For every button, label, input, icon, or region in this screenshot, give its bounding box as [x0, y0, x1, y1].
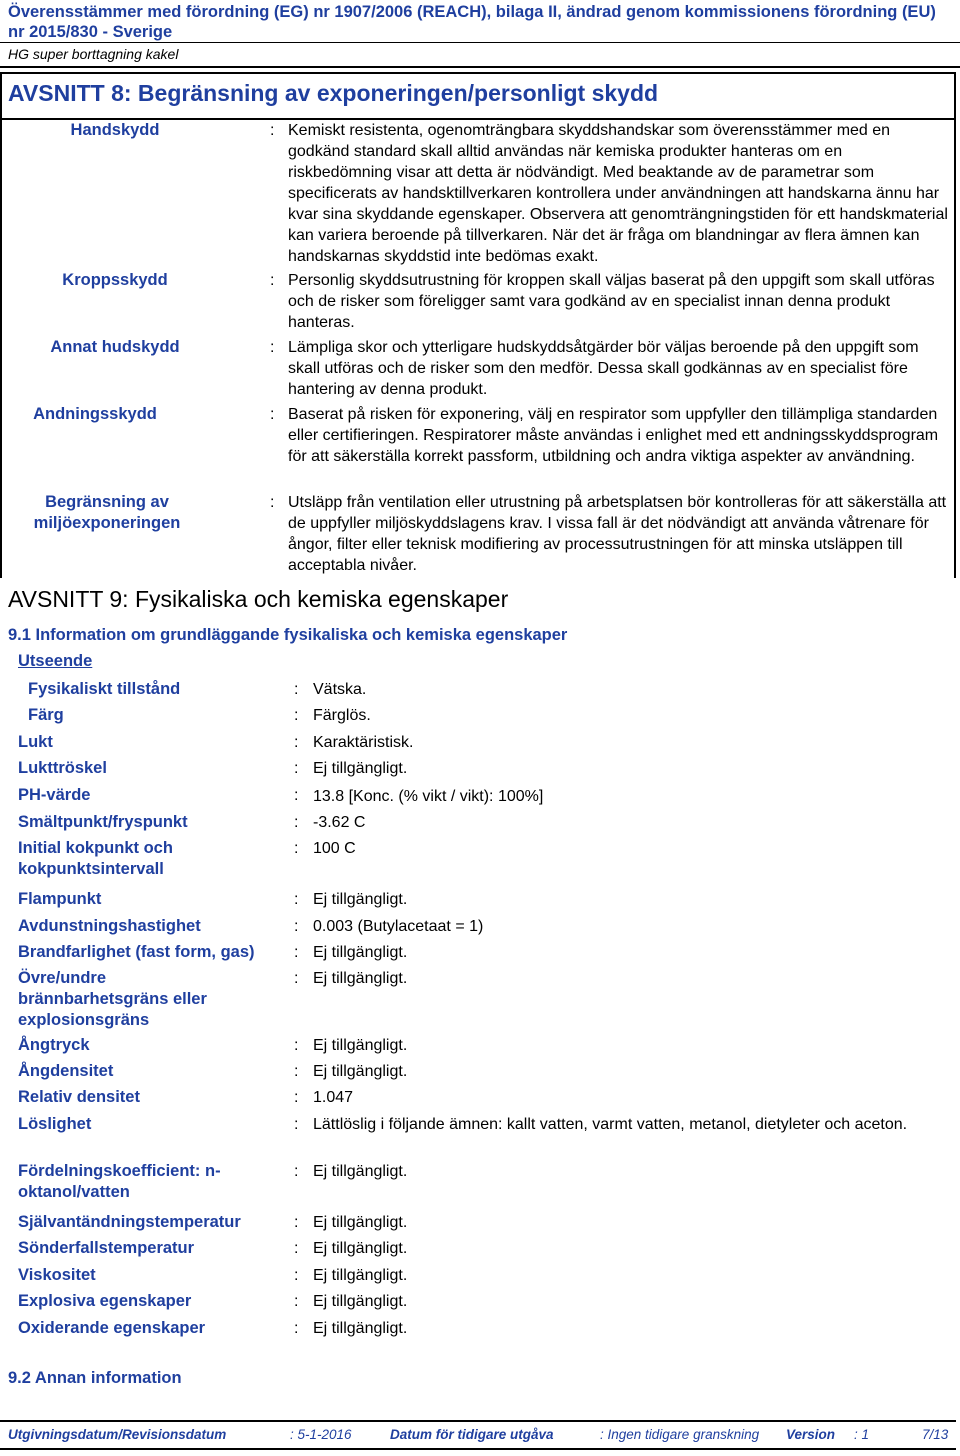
protection-label-body: Kroppsskydd [62, 271, 168, 289]
property-value: 100 C [313, 840, 356, 857]
colon: : [294, 707, 299, 724]
issue-date-label: Utgivningsdatum/Revisionsdatum [8, 1427, 227, 1442]
colon: : [270, 122, 275, 139]
property-value: Ej tillgängligt. [313, 970, 408, 987]
protection-text-body: Personlig skyddsutrustning för kroppen skall väljas baserat på den uppgift som skall utföras och de risker som föreligger samt vara godkänd av en specialist innan denna produkt hanteras. [288, 272, 935, 331]
property-value: Ej tillgängligt. [313, 1063, 408, 1080]
document-header-title: Överensstämmer med förordning (EG) nr 1907/2006 (REACH), bilaga II, ändrad genom kommissionens förordning (EU) nr 2015/830 - Sverige [8, 3, 936, 41]
property-label: Fysikaliskt tillstånd [28, 680, 181, 698]
property-value: 0.003 (Butylacetaat = 1) [313, 918, 484, 935]
property-value: Ej tillgängligt. [313, 891, 408, 908]
property-label: Explosiva egenskaper [18, 1292, 192, 1310]
property-value: Vätska. [313, 681, 367, 698]
product-name: HG super borttagning kakel [8, 46, 179, 62]
property-value: Ej tillgängligt. [313, 944, 408, 961]
property-label: Lukttröskel [18, 759, 107, 777]
previous-date-label: Datum för tidigare utgåva [390, 1427, 554, 1442]
colon: : [294, 918, 299, 935]
property-value: 1.047 [313, 1089, 354, 1106]
version-label: Version [786, 1427, 836, 1442]
property-label: Självantändningstemperatur [18, 1213, 241, 1231]
colon: : [294, 1089, 299, 1106]
property-label: Fördelningskoefficient: n-oktanol/vatten [18, 1162, 221, 1201]
protection-label-environment: Begränsning av miljöexponeringen [33, 493, 181, 532]
colon: : [294, 1320, 299, 1337]
colon: : [294, 760, 299, 777]
property-label: Sönderfallstemperatur [18, 1239, 195, 1257]
colon: : [294, 1214, 299, 1231]
subsection-9-2-title: 9.2 Annan information [8, 1369, 182, 1387]
property-value: 13.8 [Konc. (% vikt / vikt): 100%] [313, 788, 544, 805]
colon: : [270, 272, 275, 289]
colon: : [270, 406, 275, 423]
property-label: Lukt [18, 733, 53, 751]
property-value: Ej tillgängligt. [313, 1037, 408, 1054]
colon: : [294, 814, 299, 831]
issue-date-value: : 5-1-2016 [290, 1427, 352, 1442]
colon: : [294, 787, 299, 804]
property-label: Övre/undre brännbarhetsgräns eller explosionsgräns [18, 969, 207, 1029]
colon: : [270, 494, 275, 511]
colon: : [294, 734, 299, 751]
protection-text-respiratory: Baserat på risken för exponering, välj en respirator som uppfyller den tillämpliga standarden eller certifieringen. Respiratorer måste användas i enlighet med ett andningsskyddsprogram för att säkerställa korrekt passform, utbildning och andra viktiga aspekter av användning. [288, 406, 939, 465]
property-value: -3.62 C [313, 814, 366, 831]
property-value: Ej tillgängligt. [313, 1293, 408, 1310]
property-value: Karaktäristisk. [313, 734, 414, 751]
property-value: Ej tillgängligt. [313, 1240, 408, 1257]
version-value: : 1 [854, 1427, 870, 1442]
property-label: Viskositet [18, 1266, 96, 1284]
colon: : [270, 339, 275, 356]
property-label: Ångdensitet [18, 1062, 114, 1080]
section-8-title: AVSNITT 8: Begränsning av exponeringen/personligt skydd [8, 80, 659, 106]
page-footer [0, 1420, 956, 1450]
colon: : [294, 840, 299, 857]
colon: : [294, 1240, 299, 1257]
property-label: PH-värde [18, 786, 91, 804]
previous-date-value: : Ingen tidigare granskning [600, 1427, 760, 1442]
protection-text-environment: Utsläpp från ventilation eller utrustning på arbetsplatsen bör kontrolleras för att säkerställa att de uppfyller miljöskyddslagens krav. I vissa fall är det nödvändigt att använda våtrenare för ångor, filter eller teknisk modifiering av processutrustningen för att minska utsläppen till acceptabla nivåer. [288, 494, 947, 574]
header-divider [0, 42, 960, 43]
protection-text-hands: Kemiskt resistenta, ogenomträngbara skyddshandskar som överensstämmer med en godkänd standard skall alltid användas när kemiska produkter hanteras om en riskbedömning visar att detta är nödvändigt. Med beaktande av de parametrar som specificerats av handsktillverkaren kontrollera under användningen att handskarna ännu har kvar sina skyddande egenskaper. Observera att genomträngningstiden för ett handskmaterial kan variera beroende på tillverkaren. När det är fråga om blandningar av flera ämnen kan handskarnas skyddstid inte bedömas exakt. [288, 122, 948, 265]
property-label: Smältpunkt/fryspunkt [18, 813, 188, 831]
section-9-title: AVSNITT 9: Fysikaliska och kemiska egenskaper [8, 586, 509, 612]
property-label: Oxiderande egenskaper [18, 1319, 206, 1337]
colon: : [294, 1116, 299, 1133]
colon: : [294, 891, 299, 908]
colon: : [294, 1037, 299, 1054]
colon: : [294, 1293, 299, 1310]
colon: : [294, 1267, 299, 1284]
property-value: Färglös. [313, 707, 371, 724]
colon: : [294, 970, 299, 987]
subsection-9-1-title: 9.1 Information om grundläggande fysikaliska och kemiska egenskaper [8, 626, 568, 644]
colon: : [294, 681, 299, 698]
property-value: Ej tillgängligt. [313, 760, 408, 777]
colon: : [294, 944, 299, 961]
property-value: Ej tillgängligt. [313, 1214, 408, 1231]
colon: : [294, 1063, 299, 1080]
property-value: Ej tillgängligt. [313, 1320, 408, 1337]
property-label: Flampunkt [18, 890, 102, 908]
colon: : [294, 1163, 299, 1180]
property-label: Brandfarlighet (fast form, gas) [18, 943, 255, 961]
property-label: Relativ densitet [18, 1088, 140, 1106]
property-label: Färg [28, 706, 64, 724]
protection-label-other-skin: Annat hudskydd [50, 338, 180, 356]
protection-label-respiratory: Andningsskydd [33, 405, 157, 423]
protection-label-hands: Handskydd [70, 121, 160, 139]
property-value: Ej tillgängligt. [313, 1267, 408, 1284]
page-number: 7/13 [922, 1427, 949, 1442]
property-value: Lättlöslig i följande ämnen: kallt vatten, varmt vatten, metanol, dietyleter och aceton. [313, 1116, 908, 1133]
property-value: Ej tillgängligt. [313, 1163, 408, 1180]
property-label: Avdunstningshastighet [18, 917, 201, 935]
appearance-heading: Utseende [18, 652, 93, 670]
protection-text-other-skin: Lämpliga skor och ytterligare hudskyddsåtgärder bör väljas beroende på den uppgift som skall utföras och de risker som den medför. Dessa skall godkännas av en specialist före hantering av denna produkt. [288, 339, 919, 398]
property-label: Löslighet [18, 1115, 92, 1133]
property-label: Initial kokpunkt och kokpunktsintervall [18, 839, 173, 878]
property-label: Ångtryck [18, 1036, 90, 1054]
header-divider-thick [0, 66, 960, 68]
